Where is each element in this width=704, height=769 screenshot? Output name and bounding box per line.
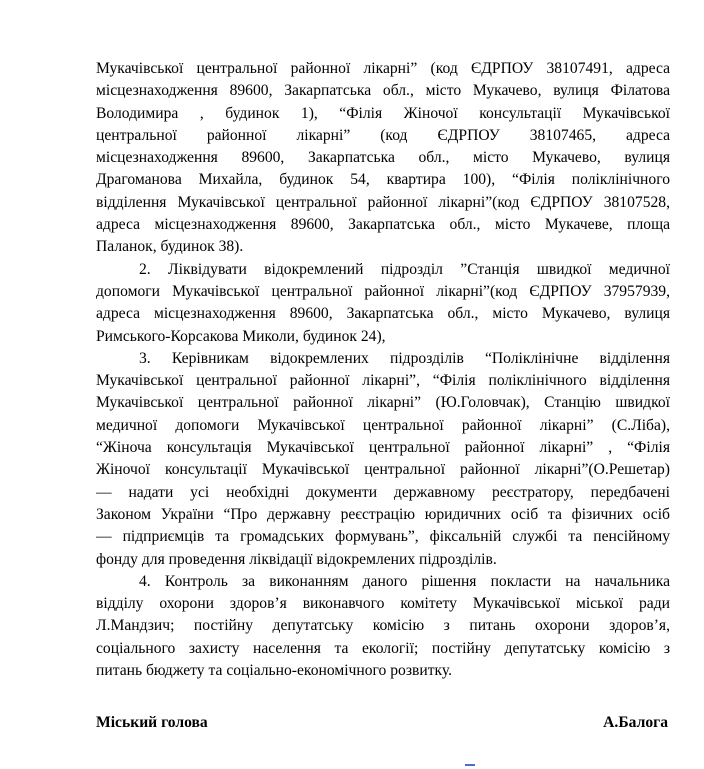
text-line: Драгоманова Михайла, будинок 54, квартира 100), “Філія поліклінічного	[96, 171, 670, 189]
text-line: Паланок, будинок 38).	[96, 238, 244, 256]
text-line: адреса місцезнаходження 89600, Закарпатська обл., місто Мукачеве, площа	[96, 216, 670, 234]
paragraph-item-2	[96, 259, 670, 348]
text-line: допомоги Мукачівської центральної районної лікарні”(код ЄДРПОУ 37957939,	[96, 282, 670, 300]
signatory-title: Міський голова	[96, 714, 208, 731]
text-line: Жіночої консультації Мукачівської центральної районної лікарні”(О.Решетар)	[96, 461, 670, 479]
text-line: Законом України “Про державну реєстрацію юридичних осіб та фізичних осіб	[96, 505, 670, 523]
text-line: фонду для проведення ліквідації відокремлених підрозділів.	[96, 550, 497, 568]
text-line: Володимира , будинок 1), “Філія Жіночої консультації Мукачівської	[96, 104, 670, 122]
text-line: центральної районної лікарні” (код ЄДРПОУ 38107465, адреса	[96, 126, 670, 144]
text-line: 2. Ліквідувати відокремлений підрозділ ”Станція швидкої медичної	[139, 260, 670, 278]
page-edge-marker	[465, 764, 475, 766]
text-line: відділення Мукачівської центральної районної лікарні”(код ЄДРПОУ 38107528,	[96, 193, 670, 211]
paragraph-continuation	[96, 58, 670, 259]
text-line: 3. Керівникам відокремлених підрозділів “Поліклінічне відділення	[139, 349, 670, 367]
text-line: Римського-Корсакова Миколи, будинок 24),	[96, 327, 386, 345]
text-line: місцезнаходження 89600, Закарпатська обл., місто Мукачево, вулиця Філатова	[96, 82, 670, 100]
text-line: адреса місцезнаходження 89600, Закарпатська обл., місто Мукачево, вулиця	[96, 305, 670, 323]
text-line: питань бюджету та соціально-економічного розвитку.	[96, 662, 452, 680]
paragraph-item-4	[96, 571, 670, 682]
text-line: соціального захисту населення та екології; постійну депутатську комісію з	[96, 639, 670, 657]
text-line: Мукачівської центральної районної лікарні”, “Філія поліклінічного відділення	[96, 372, 670, 390]
text-line: “Жіноча консультація Мукачівської центральної районної лікарні” , “Філія	[96, 439, 670, 457]
text-line: Мукачівської центральної районної лікарні” (код ЄДРПОУ 38107491, адреса	[96, 60, 670, 77]
text-line: — підприємців та громадських формувань”, фіксальній службі та пенсійному	[96, 528, 670, 546]
text-line: Л.Мандзич; постійну депутатську комісію з питань охорони здоров’я,	[96, 617, 670, 635]
text-line: Мукачівської центральної районної лікарні” (Ю.Головчак), Станцію швидкої	[96, 394, 670, 412]
text-line: 4. Контроль за виконанням даного рішення покласти на начальника	[139, 572, 670, 590]
document-body	[96, 58, 670, 682]
text-line: медичної допомоги Мукачівської центральної районної лікарні” (С.Ліба),	[96, 416, 670, 434]
text-line: відділу охорони здоров’я виконавчого комітету Мукачівської міської ради	[96, 595, 670, 613]
text-line: — надати усі необхідні документи державному реєстратору, передбачені	[96, 483, 670, 501]
paragraph-item-3	[96, 348, 670, 571]
signatory-name: А.Балога	[603, 714, 668, 731]
signature-block	[96, 711, 670, 735]
text-line: місцезнаходження 89600, Закарпатська обл., місто Мукачево, вулиця	[96, 149, 670, 167]
